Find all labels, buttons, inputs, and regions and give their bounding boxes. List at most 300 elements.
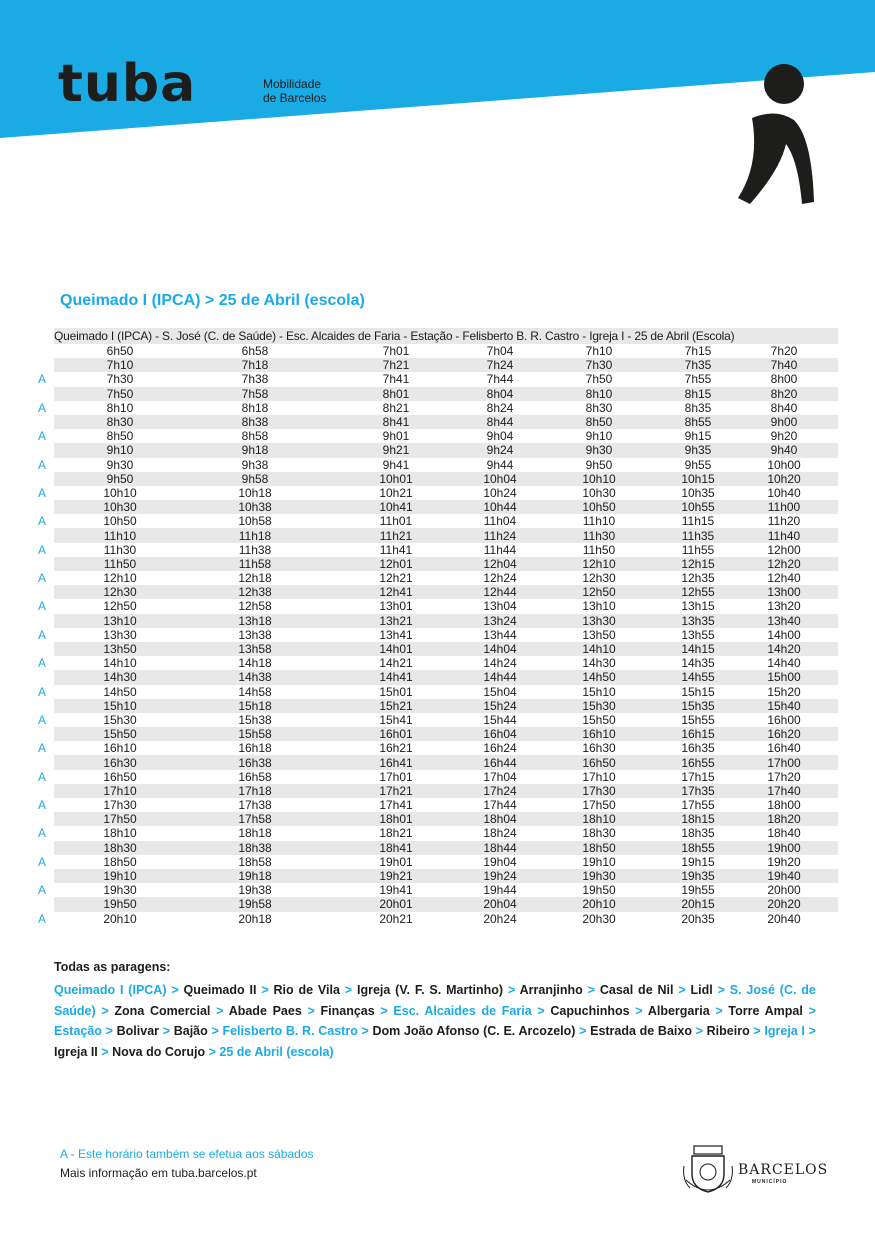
- time-cell: 9h18: [186, 443, 324, 457]
- stop-name: Estrada de Baixo: [590, 1024, 692, 1038]
- time-cell: 7h30: [106, 372, 134, 387]
- table-row: [36, 883, 838, 897]
- table-row: [36, 912, 838, 926]
- saturday-flag: [36, 585, 54, 599]
- time-cell: 14h15: [666, 642, 730, 656]
- saturday-flag: A: [38, 684, 47, 699]
- table-row: [36, 571, 838, 585]
- time-cell: 17h24: [468, 784, 532, 798]
- time-cell: 18h10: [103, 826, 137, 841]
- time-cell: 16h44: [468, 755, 532, 769]
- time-cell: 13h15: [681, 599, 715, 614]
- time-cell: 10h10: [532, 472, 666, 486]
- stop-separator: >: [216, 1003, 224, 1018]
- time-cell: 14h21: [379, 656, 413, 671]
- time-cell: 16h24: [483, 741, 517, 756]
- stop-separator: >: [537, 1003, 545, 1018]
- stop-name: Bajão: [173, 1024, 208, 1038]
- time-cell: 19h10: [54, 869, 186, 883]
- time-cell: 15h50: [54, 727, 186, 741]
- time-cell: 10h50: [103, 514, 137, 529]
- time-cell: 12h00: [767, 542, 801, 557]
- time-cell: 13h01: [379, 599, 413, 614]
- time-cell: 19h21: [324, 869, 468, 883]
- time-cell: 19h30: [103, 883, 137, 898]
- saturday-flag: A: [38, 457, 47, 472]
- time-cell: 9h10: [54, 443, 186, 457]
- stop-separator: >: [695, 1024, 703, 1038]
- time-cell: 7h21: [324, 358, 468, 372]
- time-cell: 14h50: [103, 684, 137, 699]
- saturday-flag: [36, 528, 54, 542]
- saturday-flag: A: [38, 485, 47, 500]
- time-cell: 14h38: [186, 670, 324, 684]
- time-cell: 13h55: [681, 627, 715, 642]
- time-cell: 8h18: [241, 400, 269, 415]
- time-cell: 13h00: [730, 585, 838, 599]
- time-cell: 15h30: [532, 699, 666, 713]
- stop-separator: >: [105, 1024, 113, 1038]
- time-cell: 16h50: [532, 755, 666, 769]
- stop-name: Casal de Nil: [599, 983, 674, 997]
- stop-name: Lidl: [690, 983, 713, 997]
- barcelos-crest-icon: [680, 1140, 736, 1196]
- stop-name: Igreja I: [764, 1024, 805, 1038]
- time-cell: 11h18: [186, 528, 324, 542]
- stop-name: Dom João Afonso (C. E. Arcozelo): [372, 1024, 576, 1038]
- table-row: [36, 415, 838, 429]
- stop-separator: >: [261, 983, 269, 997]
- table-row: [36, 770, 838, 784]
- time-cell: 11h55: [681, 542, 715, 557]
- time-cell: 8h44: [468, 415, 532, 429]
- time-cell: 13h20: [767, 599, 801, 614]
- time-cell: 17h20: [767, 769, 801, 784]
- time-cell: 13h21: [324, 614, 468, 628]
- stop-name: 25 de Abril (escola): [219, 1044, 334, 1059]
- time-cell: 12h50: [532, 585, 666, 599]
- time-cell: 12h35: [681, 571, 715, 586]
- saturday-flag: [36, 344, 54, 358]
- saturday-note: A - Este horário também se efetua aos sábados: [60, 1147, 314, 1161]
- time-cell: 7h20: [770, 344, 798, 359]
- time-cell: 18h50: [103, 854, 137, 869]
- time-cell: 8h50: [106, 429, 134, 444]
- time-cell: 18h00: [767, 798, 801, 813]
- time-cell: 16h15: [666, 727, 730, 741]
- time-cell: 9h55: [684, 457, 712, 472]
- time-cell: 15h58: [186, 727, 324, 741]
- time-cell: 7h38: [241, 372, 269, 387]
- time-cell: 9h21: [324, 443, 468, 457]
- stop-name: Capuchinhos: [550, 1003, 630, 1018]
- table-row: [36, 897, 838, 911]
- time-cell: 18h04: [468, 812, 532, 826]
- time-cell: 20h20: [730, 897, 838, 911]
- time-cell: 20h18: [238, 911, 272, 926]
- time-cell: 7h44: [486, 372, 514, 387]
- stop-name: Rio de Vila: [273, 983, 340, 997]
- time-cell: 11h10: [54, 528, 186, 542]
- saturday-flag: A: [38, 627, 47, 642]
- time-cell: 6h58: [241, 344, 269, 359]
- time-cell: 16h58: [238, 769, 272, 784]
- time-cell: 13h50: [54, 642, 186, 656]
- saturday-flag: [36, 755, 54, 769]
- stop-name: Nova do Corujo: [112, 1044, 206, 1059]
- time-cell: 18h40: [767, 826, 801, 841]
- stop-name: Queimado II: [183, 983, 257, 997]
- time-cell: 18h30: [582, 826, 616, 841]
- time-cell: 15h21: [324, 699, 468, 713]
- time-cell: 7h58: [186, 387, 324, 401]
- timetable: [36, 328, 838, 926]
- time-cell: 11h15: [681, 514, 715, 529]
- stop-name: Abade Paes: [228, 1003, 302, 1018]
- saturday-flag: [36, 841, 54, 855]
- time-cell: 19h55: [681, 883, 715, 898]
- time-cell: 15h01: [379, 684, 413, 699]
- stop-separator: >: [715, 1003, 723, 1018]
- time-cell: 20h04: [468, 897, 532, 911]
- stops-title: Todas as paragens:: [54, 960, 171, 974]
- table-row: [36, 841, 838, 855]
- time-cell: 7h30: [532, 358, 666, 372]
- time-cell: 17h44: [483, 798, 517, 813]
- time-cell: 9h10: [585, 429, 613, 444]
- table-row: [36, 514, 838, 528]
- stop-name: S. José (C. de Saúde): [54, 983, 816, 1018]
- time-cell: 12h21: [379, 571, 413, 586]
- time-cell: 17h15: [681, 769, 715, 784]
- table-row: [36, 500, 838, 514]
- time-cell: 12h04: [468, 557, 532, 571]
- time-cell: 11h00: [730, 500, 838, 514]
- time-cell: 9h41: [382, 457, 410, 472]
- time-cell: 8h40: [770, 400, 798, 415]
- time-cell: 14h00: [767, 627, 801, 642]
- time-cell: 13h04: [483, 599, 517, 614]
- time-cell: 17h41: [379, 798, 413, 813]
- time-cell: 14h01: [324, 642, 468, 656]
- time-cell: 9h38: [241, 457, 269, 472]
- time-cell: 14h35: [681, 656, 715, 671]
- time-cell: 7h24: [468, 358, 532, 372]
- time-cell: 19h38: [238, 883, 272, 898]
- time-cell: 9h58: [186, 472, 324, 486]
- time-cell: 15h04: [483, 684, 517, 699]
- time-cell: 20h10: [532, 897, 666, 911]
- time-cell: 11h50: [582, 542, 616, 557]
- time-cell: 17h58: [186, 812, 324, 826]
- time-cell: 9h01: [382, 429, 410, 444]
- route-title: Queimado I (IPCA) > 25 de Abril (escola): [60, 292, 365, 309]
- time-cell: 8h10: [106, 400, 134, 415]
- stop-name: Felisberto B. R. Castro: [222, 1024, 358, 1038]
- time-cell: 7h50: [585, 372, 613, 387]
- table-row: [36, 812, 838, 826]
- time-cell: 20h40: [767, 911, 801, 926]
- tagline: Mobilidade de Barcelos: [263, 77, 327, 105]
- time-cell: 9h50: [585, 457, 613, 472]
- municipality-name: BARCELOS: [738, 1162, 829, 1178]
- time-cell: 9h30: [106, 457, 134, 472]
- time-cell: 7h50: [54, 387, 186, 401]
- time-cell: 18h30: [54, 841, 186, 855]
- time-cell: 18h58: [238, 854, 272, 869]
- time-cell: 20h15: [666, 897, 730, 911]
- time-cell: 9h00: [730, 415, 838, 429]
- saturday-flag: [36, 869, 54, 883]
- time-cell: 13h38: [238, 627, 272, 642]
- time-cell: 10h30: [54, 500, 186, 514]
- time-cell: 16h55: [666, 755, 730, 769]
- time-cell: 11h35: [666, 528, 730, 542]
- time-cell: 17h10: [582, 769, 616, 784]
- time-cell: 10h44: [468, 500, 532, 514]
- time-cell: 11h01: [379, 514, 413, 529]
- stop-separator: >: [635, 1003, 643, 1018]
- table-row: [36, 472, 838, 486]
- time-cell: 11h40: [730, 528, 838, 542]
- table-row: [36, 685, 838, 699]
- saturday-flag: [36, 358, 54, 372]
- time-cell: 17h21: [324, 784, 468, 798]
- time-cell: 20h10: [103, 911, 137, 926]
- table-row: [36, 557, 838, 571]
- time-cell: 15h50: [582, 712, 616, 727]
- time-cell: 17h30: [532, 784, 666, 798]
- time-cell: 10h38: [186, 500, 324, 514]
- stop-separator: >: [208, 1044, 216, 1059]
- table-row: [36, 599, 838, 613]
- stop-name: Zona Comercial: [114, 1003, 211, 1018]
- time-cell: 12h55: [666, 585, 730, 599]
- stop-separator: >: [380, 1003, 388, 1018]
- stop-separator: >: [753, 1024, 761, 1038]
- time-cell: 16h40: [767, 741, 801, 756]
- saturday-flag: [36, 812, 54, 826]
- time-cell: 13h18: [186, 614, 324, 628]
- time-cell: 20h21: [379, 911, 413, 926]
- time-cell: 9h30: [532, 443, 666, 457]
- time-cell: 8h21: [382, 400, 410, 415]
- time-cell: 14h18: [238, 656, 272, 671]
- saturday-flag: A: [38, 656, 47, 671]
- time-cell: 8h15: [666, 387, 730, 401]
- time-cell: 14h30: [582, 656, 616, 671]
- time-cell: 15h40: [730, 699, 838, 713]
- timetable-header: Queimado I (IPCA) - S. José (C. de Saúde) - Esc. Alcaides de Faria - Estação - Felisberto B. R. Castro - Igreja I - 25 de Abril (Escola): [54, 328, 838, 344]
- time-cell: 17h30: [103, 798, 137, 813]
- time-cell: 8h30: [54, 415, 186, 429]
- stop-name: Igreja (V. F. S. Martinho): [356, 983, 504, 997]
- stop-separator: >: [101, 1003, 109, 1018]
- table-row: [36, 713, 838, 727]
- table-row: [36, 486, 838, 500]
- time-cell: 12h38: [186, 585, 324, 599]
- stop-separator: >: [678, 983, 686, 997]
- time-cell: 16h30: [54, 755, 186, 769]
- time-cell: 8h50: [532, 415, 666, 429]
- saturday-flag: [36, 557, 54, 571]
- saturday-flag: [36, 387, 54, 401]
- time-cell: 10h40: [767, 485, 801, 500]
- time-cell: 16h35: [681, 741, 715, 756]
- time-cell: 11h38: [238, 542, 272, 557]
- time-cell: 11h41: [379, 542, 413, 557]
- saturday-flag: A: [38, 741, 47, 756]
- time-cell: 16h20: [730, 727, 838, 741]
- stop-name: Ribeiro: [706, 1024, 750, 1038]
- table-row: [36, 358, 838, 372]
- time-cell: 7h55: [684, 372, 712, 387]
- saturday-flag: A: [38, 712, 47, 727]
- stop-name: Estação: [54, 1024, 102, 1038]
- saturday-flag: [36, 897, 54, 911]
- table-row: [36, 401, 838, 415]
- time-cell: 18h50: [532, 841, 666, 855]
- time-cell: 19h00: [730, 841, 838, 855]
- time-cell: 15h35: [666, 699, 730, 713]
- table-row: [36, 585, 838, 599]
- time-cell: 19h40: [730, 869, 838, 883]
- table-row: [36, 458, 838, 472]
- time-cell: 18h21: [379, 826, 413, 841]
- time-cell: 19h50: [582, 883, 616, 898]
- time-cell: 17h38: [238, 798, 272, 813]
- time-cell: 18h44: [468, 841, 532, 855]
- time-cell: 7h18: [186, 358, 324, 372]
- time-cell: 9h24: [468, 443, 532, 457]
- time-cell: 7h01: [382, 344, 410, 359]
- table-row: [36, 755, 838, 769]
- table-row: [36, 656, 838, 670]
- time-cell: 19h10: [582, 854, 616, 869]
- saturday-flag: [36, 699, 54, 713]
- time-cell: 13h40: [730, 614, 838, 628]
- time-cell: 19h41: [379, 883, 413, 898]
- stop-name: Igreja II: [54, 1044, 98, 1059]
- time-cell: 19h30: [532, 869, 666, 883]
- time-cell: 17h01: [379, 769, 413, 784]
- more-info: Mais informação em tuba.barcelos.pt: [60, 1166, 257, 1180]
- time-cell: 7h35: [666, 358, 730, 372]
- time-cell: 11h30: [103, 542, 137, 557]
- time-cell: 17h04: [483, 769, 517, 784]
- stop-separator: >: [579, 1024, 587, 1038]
- time-cell: 9h44: [486, 457, 514, 472]
- stop-separator: >: [211, 1024, 219, 1038]
- time-cell: 15h10: [54, 699, 186, 713]
- time-cell: 8h38: [186, 415, 324, 429]
- time-cell: 13h41: [379, 627, 413, 642]
- stop-name: Torre Ampal: [728, 1003, 803, 1018]
- time-cell: 16h21: [379, 741, 413, 756]
- stop-separator: >: [507, 983, 516, 997]
- person-figure-icon: [730, 60, 820, 210]
- time-cell: 12h20: [730, 557, 838, 571]
- time-cell: 12h01: [324, 557, 468, 571]
- time-cell: 10h18: [238, 485, 272, 500]
- time-cell: 13h30: [103, 627, 137, 642]
- stop-separator: >: [344, 983, 353, 997]
- table-row: [36, 614, 838, 628]
- time-cell: 13h50: [582, 627, 616, 642]
- time-cell: 17h18: [186, 784, 324, 798]
- stop-name: Albergaria: [647, 1003, 710, 1018]
- saturday-flag: [36, 472, 54, 486]
- time-cell: 18h01: [324, 812, 468, 826]
- time-cell: 17h50: [582, 798, 616, 813]
- time-cell: 15h41: [379, 712, 413, 727]
- stop-name: Arranjinho: [519, 983, 583, 997]
- stop-separator: >: [101, 1044, 109, 1059]
- saturday-flag: [36, 784, 54, 798]
- time-cell: 20h01: [324, 897, 468, 911]
- stop-separator: >: [717, 983, 725, 997]
- time-cell: 9h35: [666, 443, 730, 457]
- time-cell: 19h24: [468, 869, 532, 883]
- time-cell: 8h00: [770, 372, 798, 387]
- time-cell: 20h30: [582, 911, 616, 926]
- time-cell: 11h50: [54, 557, 186, 571]
- stop-separator: >: [361, 1024, 369, 1038]
- time-cell: 9h50: [54, 472, 186, 486]
- saturday-flag: A: [38, 599, 47, 614]
- time-cell: 10h20: [730, 472, 838, 486]
- time-cell: 12h18: [238, 571, 272, 586]
- time-cell: 8h35: [684, 400, 712, 415]
- time-cell: 8h24: [486, 400, 514, 415]
- saturday-flag: A: [38, 854, 47, 869]
- saturday-flag: [36, 727, 54, 741]
- table-row: [36, 741, 838, 755]
- table-row: [36, 387, 838, 401]
- time-cell: 6h50: [106, 344, 134, 359]
- time-cell: 14h20: [730, 642, 838, 656]
- stop-separator: >: [808, 1003, 816, 1018]
- time-cell: 9h04: [486, 429, 514, 444]
- time-cell: 14h10: [103, 656, 137, 671]
- time-cell: 10h58: [238, 514, 272, 529]
- table-row: [36, 344, 838, 358]
- time-cell: 12h58: [238, 599, 272, 614]
- saturday-flag: [36, 415, 54, 429]
- time-cell: 17h40: [730, 784, 838, 798]
- time-cell: 14h04: [468, 642, 532, 656]
- time-cell: 10h01: [324, 472, 468, 486]
- table-row: [36, 869, 838, 883]
- time-cell: 13h58: [186, 642, 324, 656]
- table-row: [36, 727, 838, 741]
- table-row: [36, 855, 838, 869]
- stop-name: Esc. Alcaides de Faria: [393, 1003, 532, 1018]
- time-cell: 11h30: [532, 528, 666, 542]
- time-cell: 14h58: [238, 684, 272, 699]
- time-cell: 11h58: [186, 557, 324, 571]
- table-row: [36, 372, 838, 386]
- municipality-sub: MUNICÍPIO: [752, 1179, 788, 1185]
- saturday-flag: [36, 614, 54, 628]
- time-cell: 16h38: [186, 755, 324, 769]
- time-cell: 11h24: [468, 528, 532, 542]
- table-row: [36, 798, 838, 812]
- time-cell: 19h35: [666, 869, 730, 883]
- time-cell: 7h41: [382, 372, 410, 387]
- time-cell: 16h30: [582, 741, 616, 756]
- stop-name: Finanças: [320, 1003, 375, 1018]
